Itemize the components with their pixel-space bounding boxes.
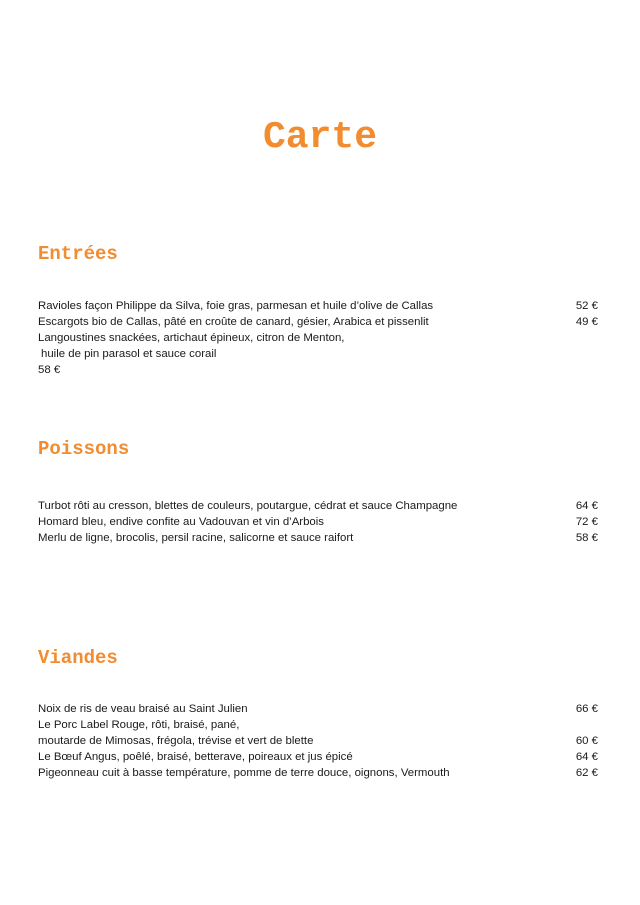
dish-description: moutarde de Mimosas, frégola, trévise et vert de blette	[38, 735, 314, 747]
menu-item	[38, 530, 598, 546]
menu-item	[38, 314, 598, 330]
menu-item	[38, 514, 598, 530]
dish-description: Merlu de ligne, brocolis, persil racine, salicorne et sauce raifort	[38, 532, 354, 544]
dish-description: huile de pin parasol et sauce corail	[41, 348, 217, 360]
dish-description: Le Bœuf Angus, poêlé, braisé, betterave, poireaux et jus épicé	[38, 751, 353, 763]
section-title-entrees: Entrées	[38, 243, 118, 265]
dish-description: Pigeonneau cuit à basse température, pomme de terre douce, oignons, Vermouth	[38, 767, 450, 779]
dish-description: Turbot rôti au cresson, blettes de couleurs, poutargue, cédrat et sauce Champagne	[38, 500, 458, 512]
menu-item	[38, 330, 598, 346]
menu-item	[38, 749, 598, 765]
menu-item	[38, 298, 598, 314]
section-title-poissons: Poissons	[38, 438, 130, 460]
menu-item-continuation	[38, 733, 598, 749]
menu-item	[38, 765, 598, 781]
dish-price: 58 €	[575, 532, 598, 544]
dish-description: Langoustines snackées, artichaut épineux, citron de Menton,	[38, 332, 345, 344]
dish-price: 72 €	[575, 516, 598, 528]
menu-item-continuation	[38, 346, 598, 362]
menu-item-price-line	[38, 362, 598, 378]
dish-description: Escargots bio de Callas, pâté en croûte de canard, gésier, Arabica et pissenlit	[38, 316, 429, 328]
dish-description: Le Porc Label Rouge, rôti, braisé, pané,	[38, 719, 240, 731]
dish-description: Noix de ris de veau braisé au Saint Julien	[38, 703, 248, 715]
dish-price: 64 €	[575, 500, 598, 512]
menu-item	[38, 717, 598, 733]
dish-description: Homard bleu, endive confite au Vadouvan et vin d’Arbois	[38, 516, 324, 528]
dish-price: 62 €	[575, 767, 598, 779]
dish-price: 66 €	[575, 703, 598, 715]
section-title-viandes: Viandes	[38, 647, 118, 669]
dish-price: 60 €	[575, 735, 598, 747]
dish-price: 49 €	[575, 316, 598, 328]
menu-item	[38, 701, 598, 717]
dish-price: 58 €	[38, 364, 61, 376]
dish-description: Ravioles façon Philippe da Silva, foie gras, parmesan et huile d’olive de Callas	[38, 300, 434, 312]
menu-item	[38, 498, 598, 514]
menu-title: Carte	[262, 116, 378, 159]
dish-price: 52 €	[575, 300, 598, 312]
dish-price: 64 €	[575, 751, 598, 763]
